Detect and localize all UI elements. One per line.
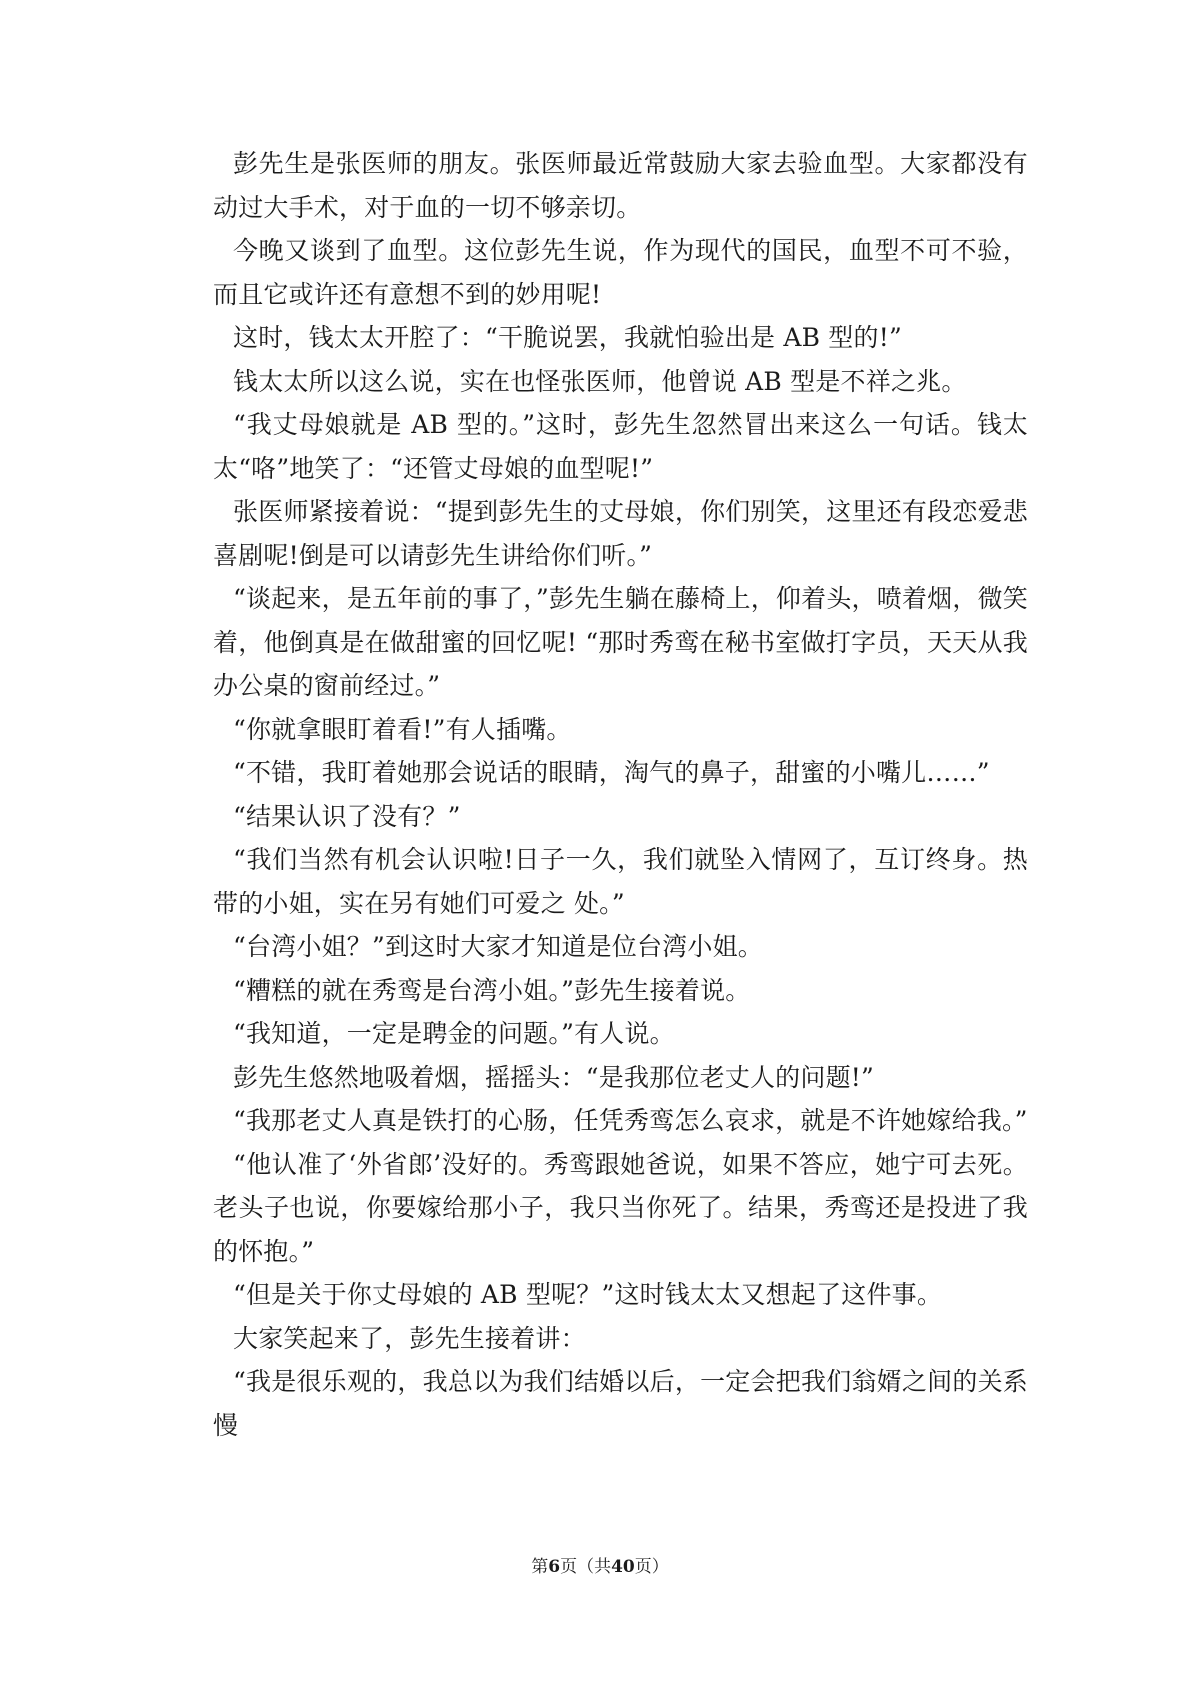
paragraph: “但是关于你丈母娘的 AB 型呢？”这时钱太太又想起了这件事。 (233, 1280, 943, 1309)
paragraph: “我丈母娘就是 AB 型的。”这时，彭先生忽然冒出来这么一句话。钱太太“咯”地笑了：“还管丈母娘的血型呢!” (213, 410, 1028, 483)
total-page-count: 40 (611, 1557, 635, 1577)
paragraph: 这时，钱太太开腔了：“干脆说罢，我就怕验出是 AB 型的!” (233, 323, 902, 352)
paragraph: 张医师紧接着说：“提到彭先生的丈母娘，你们别笑，这里还有段恋爱悲喜剧呢!倒是可以请彭先生讲给你们听。” (213, 497, 1028, 570)
paragraph: “我们当然有机会认识啦!日子一久，我们就坠入情网了，互订终身。热带的小姐，实在另有她们可爱之 处。” (213, 845, 1028, 918)
paragraph: “不错，我盯着她那会说话的眼睛，淘气的鼻子，甜蜜的小嘴儿……” (233, 758, 990, 787)
paragraph: “他认准了‘外省郎’没好的。秀鸾跟她爸说，如果不答应，她宁可去死。老头子也说，你要嫁给那小子，我只当你死了。结果，秀鸾还是投进了我的怀抱。” (213, 1149, 1028, 1266)
paragraph: “我知道，一定是聘金的问题。”有人说。 (233, 1019, 675, 1048)
paragraph: “结果认识了没有？” (233, 801, 461, 831)
paragraph: 大家笑起来了，彭先生接着讲： (233, 1323, 586, 1353)
paragraph: “谈起来，是五年前的事了，”彭先生躺在藤椅上，仰着头，喷着烟，微笑着，他倒真是在做甜蜜的回忆呢! “那时秀鸾在秘书室做打字员，天天从我办公桌的窗前经过。” (213, 584, 1028, 700)
paragraph: 今晚又谈到了血型。这位彭先生说，作为现代的国民，血型不可不验，而且它或许还有意想不到的妙用呢! (213, 236, 1028, 309)
paragraph: “糟糕的就在秀鸾是台湾小姐。”彭先生接着说。 (233, 975, 751, 1005)
current-page-number: 6 (548, 1557, 561, 1577)
footer-prefix: 第 (531, 1557, 549, 1577)
footer-middle: 页（共 (560, 1557, 612, 1577)
article-body (213, 142, 1028, 1447)
page-footer (0, 1555, 1200, 1579)
paragraph: “台湾小姐？”到这时大家才知道是位台湾小姐。 (233, 932, 763, 961)
paragraph: “你就拿眼盯着看!”有人插嘴。 (233, 714, 572, 744)
footer-suffix: 页） (634, 1557, 669, 1577)
paragraph: “我是很乐观的，我总以为我们结婚以后，一定会把我们翁婿之间的关系慢 (213, 1367, 1028, 1440)
paragraph: “我那老丈人真是铁打的心肠，任凭秀鸾怎么哀求，就是不许她嫁给我。” (233, 1106, 1028, 1135)
paragraph: 彭先生是张医师的朋友。张医师最近常鼓励大家去验血型。大家都没有动过大手术，对于血的一切不够亲切。 (213, 149, 1028, 222)
paragraph: 钱太太所以这么说，实在也怪张医师，他曾说 AB 型是不祥之兆。 (233, 366, 967, 396)
paragraph: 彭先生悠然地吸着烟，摇摇头：“是我那位老丈人的问题!” (233, 1062, 875, 1092)
